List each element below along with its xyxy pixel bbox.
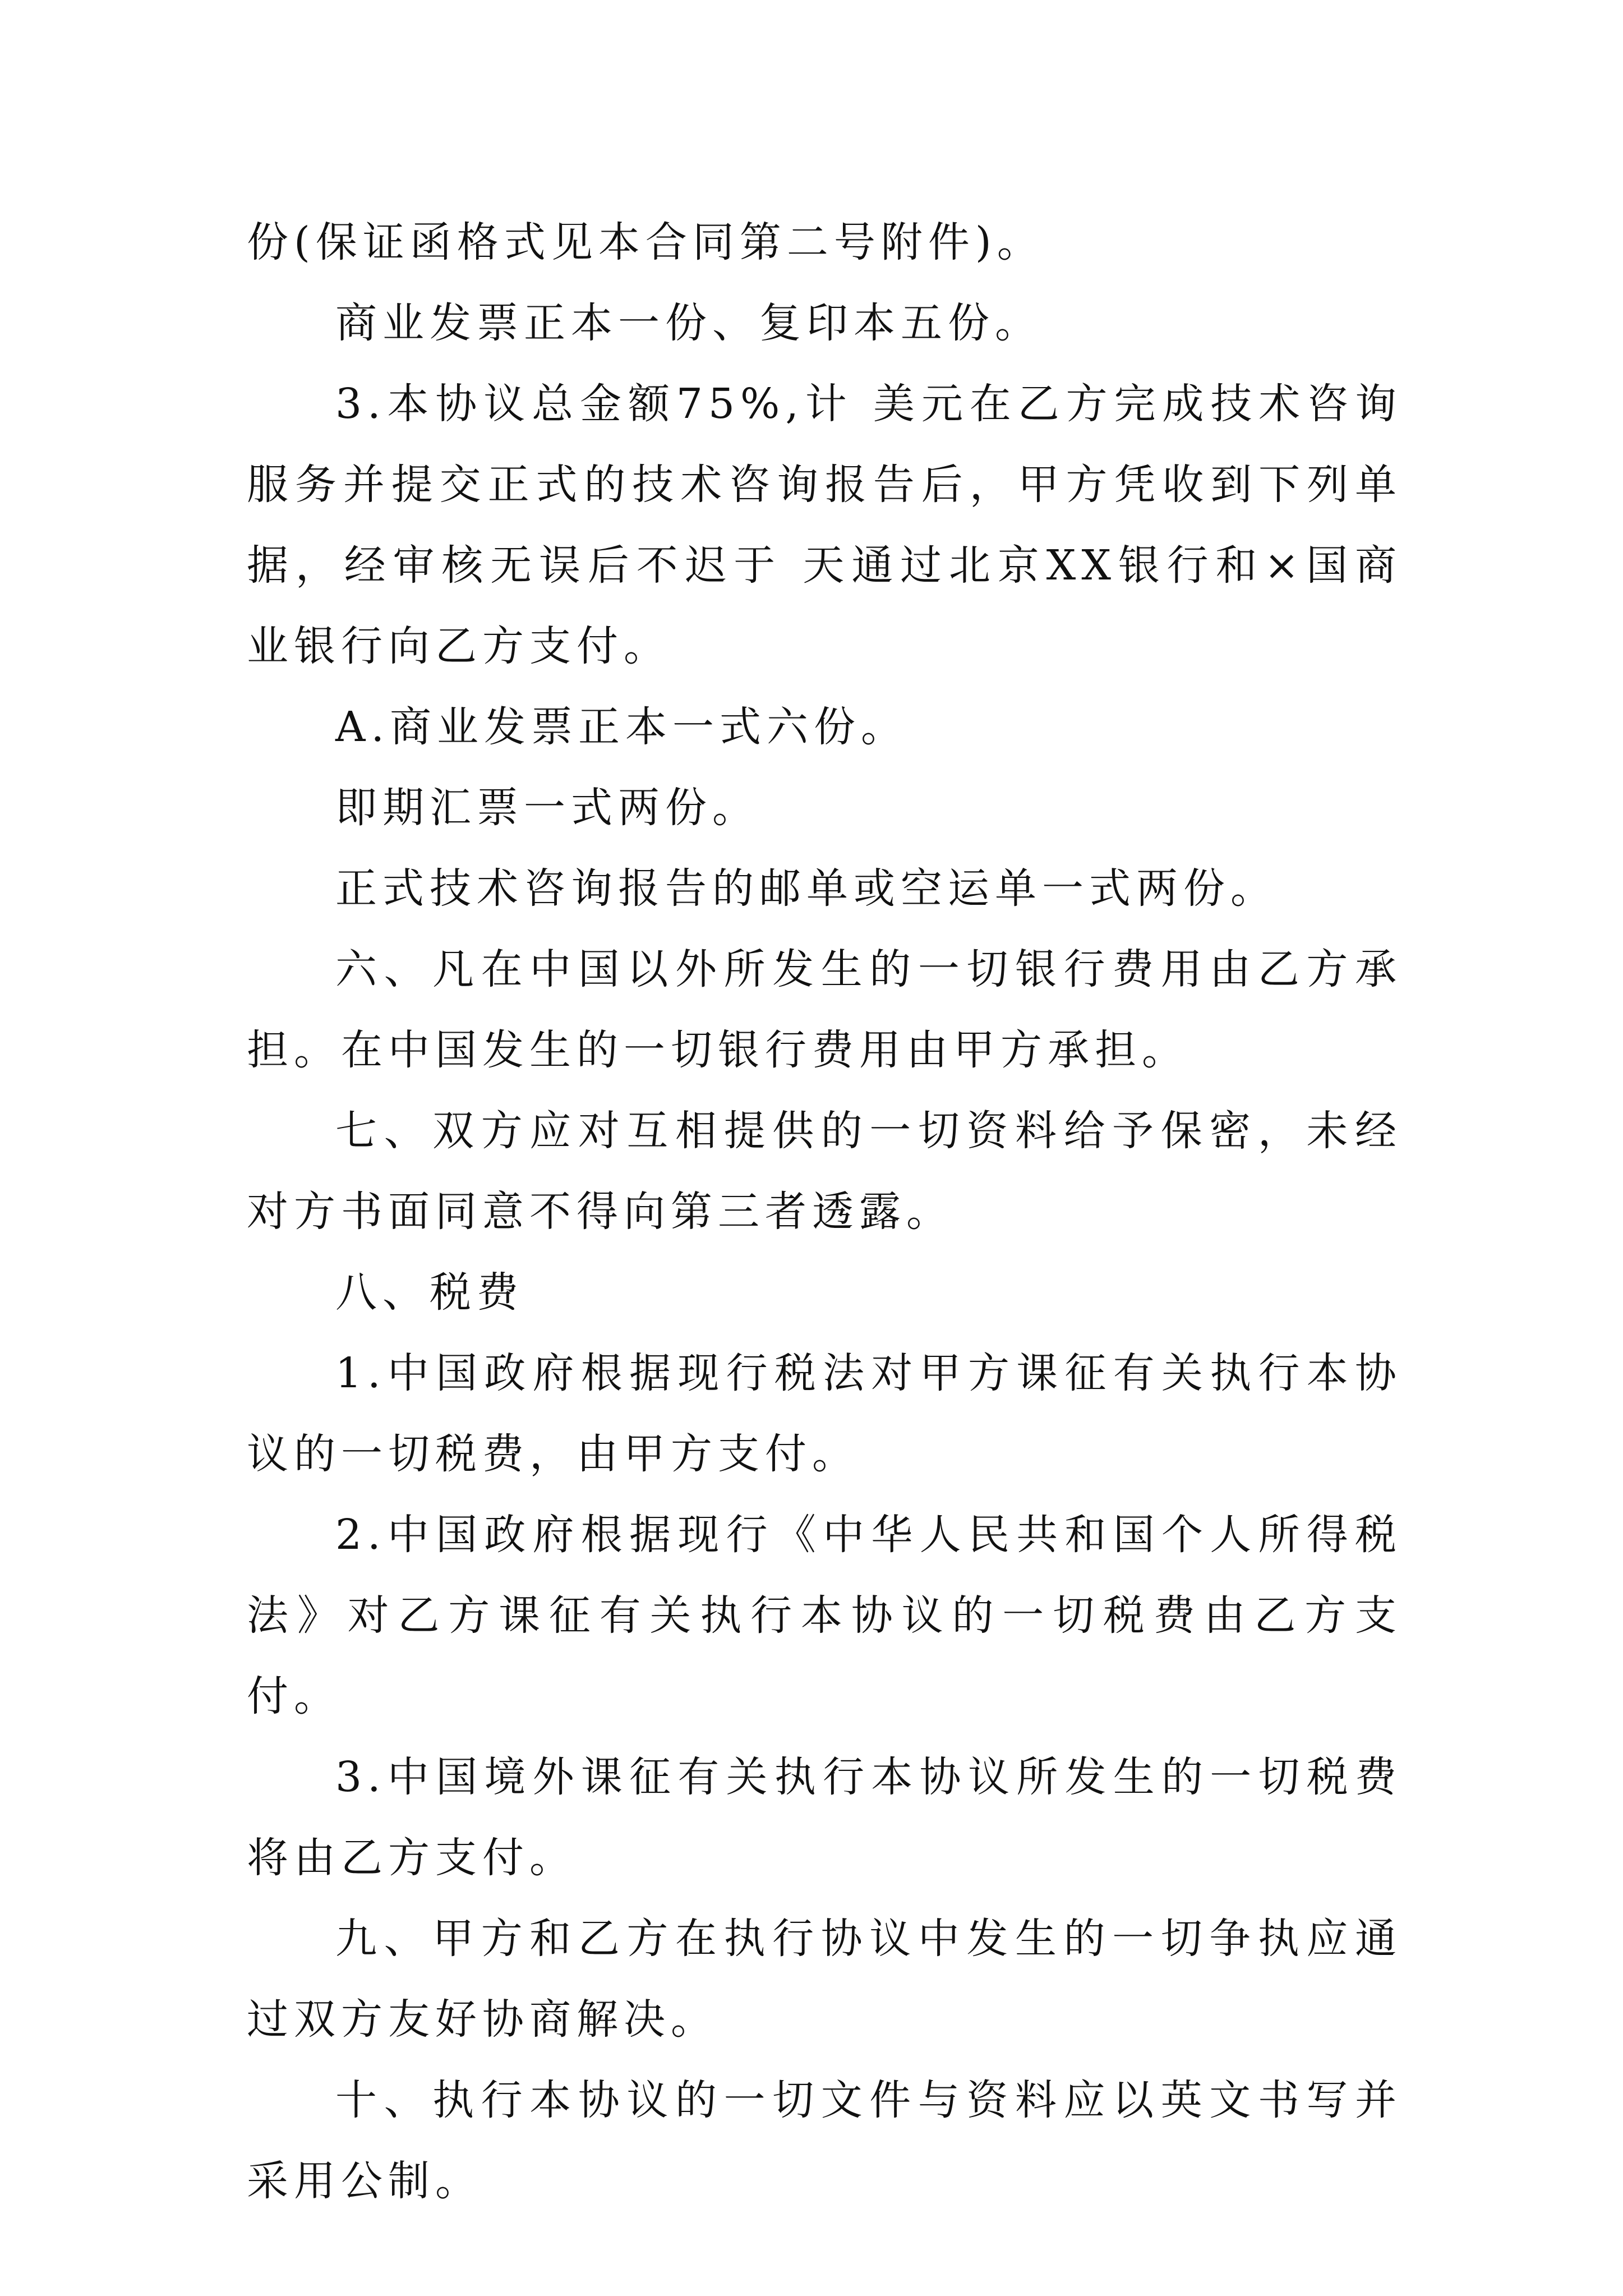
- clause-8-heading-taxes: 八、税费: [335, 1268, 524, 1317]
- clause-6-bank-fees: 六、凡在中国以外所发生的一切银行费用由乙方承担。在中国发生的一切银行费用由甲方承担。: [247, 945, 1402, 1074]
- paragraph-airway-bill: 正式技术咨询报告的邮单或空运单一式两份。: [335, 864, 1278, 913]
- paragraph-continuation-guarantee: 份(保证函格式见本合同第二号附件)。: [247, 218, 1044, 266]
- clause-10-language: 十、执行本协议的一切文件与资料应以英文书写并采用公制。: [247, 2076, 1402, 2205]
- paragraph-sight-draft: 即期汇票一式两份。: [335, 784, 759, 832]
- paragraph-commercial-invoice: 商业发票正本一份、复印本五份。: [335, 299, 1042, 347]
- paragraph-payment-75-percent: 3.本协议总金额75%,计 美元在乙方完成技术咨询服务并提交正式的技术咨询报告后，甲方凭收到下列单据，经审核无误后不迟于 天通过北京XX银行和×国商业银行向乙方支付。: [247, 380, 1402, 670]
- clause-8-2-income-tax: 2.中国政府根据现行《中华人民共和国个人所得税法》对乙方课征有关执行本协议的一切税费由乙方支付。: [247, 1511, 1402, 1720]
- document-body: [247, 202, 1402, 2221]
- paragraph-item-a-invoice: A.商业发票正本一式六份。: [335, 703, 908, 751]
- clause-9-disputes: 九、甲方和乙方在执行协议中发生的一切争执应通过双方友好协商解决。: [247, 1915, 1402, 2044]
- clause-8-1-party-a-tax: 1.中国政府根据现行税法对甲方课征有关执行本协议的一切税费，由甲方支付。: [247, 1349, 1402, 1478]
- clause-7-confidentiality: 七、双方应对互相提供的一切资料给予保密，未经对方书面同意不得向第三者透露。: [247, 1107, 1402, 1236]
- clause-8-3-foreign-tax: 3.中国境外课征有关执行本协议所发生的一切税费将由乙方支付。: [247, 1753, 1402, 1882]
